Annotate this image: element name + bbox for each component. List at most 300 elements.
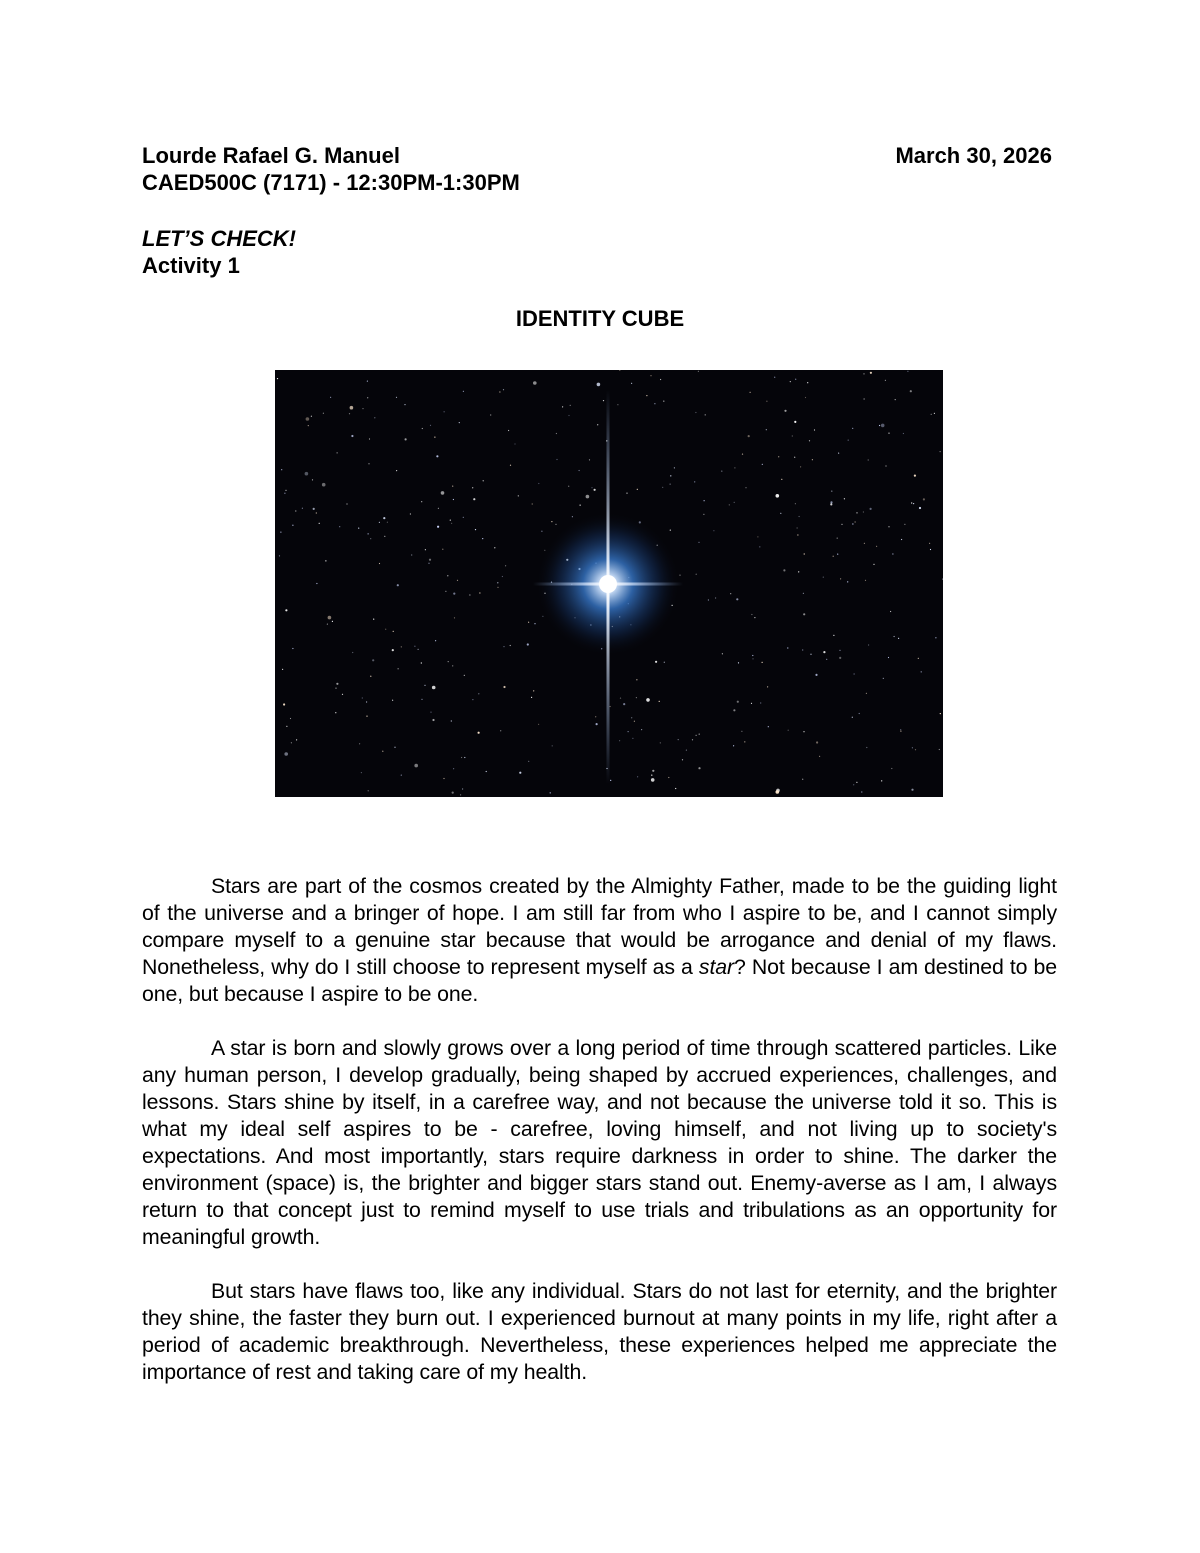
background-star	[362, 697, 363, 698]
background-star	[713, 530, 714, 531]
background-star	[929, 543, 930, 544]
background-star	[861, 791, 862, 792]
background-star	[914, 475, 916, 477]
background-star	[734, 467, 735, 468]
background-star	[738, 662, 739, 663]
background-star	[358, 528, 359, 529]
background-star	[349, 413, 350, 414]
background-star	[552, 745, 553, 746]
background-star	[404, 404, 405, 405]
background-star	[392, 649, 394, 651]
background-star	[695, 412, 696, 413]
background-star	[646, 698, 650, 702]
background-star	[660, 379, 661, 380]
background-star	[900, 731, 901, 732]
background-star	[528, 622, 529, 623]
background-star	[852, 428, 853, 429]
background-star	[379, 563, 380, 564]
background-star	[542, 616, 543, 617]
background-star	[795, 379, 796, 380]
background-star	[284, 752, 288, 756]
background-star	[831, 491, 832, 492]
background-star	[737, 701, 739, 703]
background-star	[464, 675, 465, 676]
background-star	[660, 742, 661, 743]
background-star	[839, 650, 840, 651]
background-star	[518, 495, 519, 496]
background-star	[911, 789, 913, 791]
background-star	[698, 371, 699, 372]
background-star	[795, 503, 796, 504]
background-star	[733, 709, 735, 711]
background-star	[532, 503, 533, 504]
background-star	[527, 643, 529, 645]
background-star	[528, 761, 529, 762]
background-star	[430, 425, 431, 426]
background-star	[478, 732, 480, 734]
background-star	[833, 635, 834, 636]
paragraph-1-emphasis: star	[698, 955, 734, 979]
background-star	[651, 778, 655, 782]
background-star	[809, 440, 810, 441]
background-star	[292, 525, 293, 526]
background-star	[783, 569, 785, 571]
background-star	[759, 546, 760, 547]
background-star	[451, 523, 452, 524]
background-star	[792, 435, 793, 436]
background-star	[610, 706, 611, 707]
background-star	[934, 413, 935, 414]
background-star	[483, 480, 484, 481]
background-star	[662, 487, 663, 488]
background-star	[510, 465, 511, 466]
background-star	[823, 577, 824, 578]
background-star	[900, 729, 901, 730]
background-star	[837, 554, 838, 555]
background-star	[734, 502, 735, 503]
background-star	[385, 629, 386, 630]
background-star	[935, 637, 936, 638]
background-star	[463, 391, 464, 392]
background-star	[904, 524, 905, 525]
background-star	[790, 381, 791, 382]
background-star	[637, 776, 638, 777]
background-star	[453, 768, 454, 769]
background-star	[414, 764, 418, 768]
background-star	[368, 533, 369, 534]
background-star	[311, 416, 312, 417]
background-star	[866, 693, 867, 694]
background-star	[754, 617, 755, 618]
background-star	[766, 401, 767, 402]
background-star	[579, 470, 580, 471]
background-star	[444, 411, 445, 412]
background-star	[472, 487, 473, 488]
background-star	[655, 661, 657, 663]
background-star	[776, 790, 780, 794]
background-star	[634, 721, 635, 722]
background-star	[852, 523, 853, 524]
background-star	[617, 404, 618, 405]
background-star	[332, 621, 333, 622]
background-star	[285, 609, 287, 611]
background-star	[883, 678, 884, 679]
background-star	[776, 494, 780, 498]
background-star	[572, 516, 573, 517]
background-star	[781, 479, 782, 480]
background-star	[328, 616, 332, 620]
background-star	[500, 730, 501, 731]
background-star	[696, 735, 697, 736]
background-star	[659, 701, 660, 702]
background-star	[421, 501, 422, 502]
background-star	[812, 459, 813, 460]
background-star	[436, 455, 438, 457]
background-star	[374, 417, 375, 418]
background-star	[430, 712, 431, 713]
background-star	[628, 731, 629, 732]
background-star	[589, 459, 590, 460]
background-star	[881, 780, 882, 781]
paragraph-1-text: Stars are part of the cosmos created by the Almighty Father, made to be the guiding light of the universe and a bringer of hope. I am still far from who I aspire to be, and I cannot simply compare myself to a genuine star because that would be arrogance and denial of my flaws. Nonetheless, why do I still choose to represent myself as a	[142, 874, 1057, 979]
background-star	[864, 398, 865, 399]
background-star	[873, 564, 874, 565]
background-star	[910, 390, 912, 392]
background-star	[844, 498, 845, 499]
background-star	[868, 459, 869, 460]
background-star	[881, 424, 885, 428]
background-star	[277, 378, 278, 379]
background-star	[636, 697, 637, 698]
background-star	[330, 397, 331, 398]
background-star	[913, 503, 914, 504]
background-star	[464, 757, 465, 758]
background-star	[940, 713, 941, 714]
background-star	[730, 593, 731, 594]
background-star	[888, 526, 889, 527]
background-star	[729, 504, 730, 505]
background-star	[631, 383, 632, 384]
background-star	[803, 731, 804, 732]
background-star	[686, 750, 687, 751]
background-star	[698, 542, 699, 543]
background-star	[748, 435, 750, 437]
background-star	[429, 559, 431, 561]
background-star	[610, 780, 611, 781]
background-star	[833, 556, 834, 557]
background-star	[631, 717, 632, 718]
background-star	[762, 464, 763, 465]
background-star	[823, 651, 825, 653]
background-star	[556, 433, 557, 434]
background-star	[339, 526, 340, 527]
background-star	[595, 716, 596, 717]
background-star	[368, 790, 369, 791]
background-star	[382, 751, 383, 752]
background-star	[803, 613, 805, 615]
background-star	[741, 731, 742, 732]
background-star	[762, 662, 763, 663]
background-star	[282, 669, 283, 670]
background-star	[550, 792, 551, 793]
background-star	[623, 703, 625, 705]
background-star	[651, 775, 652, 776]
background-star	[368, 463, 369, 464]
background-star	[325, 560, 326, 561]
background-star	[626, 493, 627, 494]
background-star	[721, 471, 722, 472]
background-star	[859, 713, 860, 714]
background-star	[757, 536, 758, 537]
background-star	[499, 391, 500, 392]
background-star	[372, 659, 374, 661]
background-star	[503, 646, 504, 647]
background-star	[698, 767, 700, 769]
background-star	[675, 788, 676, 789]
background-star	[863, 511, 864, 512]
background-star	[350, 406, 354, 410]
background-star	[921, 671, 922, 672]
background-star	[432, 686, 436, 690]
background-star	[396, 397, 397, 398]
background-star	[422, 428, 423, 429]
background-star	[452, 665, 453, 666]
background-star	[654, 403, 655, 404]
background-star	[692, 739, 693, 740]
background-star	[841, 524, 842, 525]
background-star	[463, 517, 464, 518]
background-star	[819, 756, 820, 757]
background-star	[533, 690, 534, 691]
background-star	[514, 443, 515, 444]
background-star	[351, 435, 353, 437]
background-star	[454, 617, 455, 618]
background-star	[837, 538, 838, 539]
background-star	[503, 686, 505, 688]
background-star	[895, 399, 896, 400]
background-star	[441, 491, 445, 495]
background-star	[445, 591, 446, 592]
activity-label: Activity 1	[142, 253, 240, 278]
background-star	[538, 483, 539, 484]
background-star	[425, 549, 426, 550]
background-star	[594, 489, 596, 491]
background-star	[767, 686, 768, 687]
background-star	[923, 498, 925, 500]
paragraph-1	[142, 873, 1057, 1008]
background-star	[840, 578, 841, 579]
background-star	[870, 508, 872, 510]
background-star	[802, 779, 803, 780]
background-star	[387, 522, 388, 523]
background-star	[863, 373, 864, 374]
background-star	[815, 674, 817, 676]
background-star	[435, 640, 436, 641]
background-star	[473, 498, 475, 500]
background-star	[453, 499, 454, 500]
background-star	[531, 697, 532, 698]
background-star	[919, 507, 921, 509]
background-star	[805, 397, 806, 398]
background-star	[876, 546, 877, 547]
background-star	[505, 565, 506, 566]
background-star	[778, 456, 779, 457]
background-star	[327, 624, 328, 625]
background-star	[432, 719, 434, 721]
background-star	[915, 749, 916, 750]
background-star	[856, 512, 857, 513]
background-star	[459, 422, 460, 423]
background-star	[291, 742, 292, 743]
background-star	[674, 467, 675, 468]
background-star	[366, 701, 367, 702]
background-star	[452, 486, 453, 487]
background-star	[704, 500, 705, 501]
background-star	[428, 563, 429, 564]
background-star	[930, 549, 931, 550]
background-star	[418, 649, 419, 650]
background-star	[497, 582, 498, 583]
background-star	[396, 470, 397, 471]
background-star	[367, 381, 368, 382]
background-star	[519, 772, 521, 774]
background-star	[847, 581, 848, 582]
background-star	[663, 401, 664, 402]
background-star	[839, 657, 841, 659]
background-star	[290, 718, 291, 719]
background-star	[337, 452, 338, 453]
background-star	[313, 508, 315, 510]
background-star	[352, 652, 353, 653]
background-star	[296, 739, 297, 740]
background-star	[424, 685, 425, 686]
background-star	[760, 702, 761, 703]
background-star	[342, 694, 343, 695]
background-star	[437, 526, 439, 528]
background-star	[794, 457, 795, 458]
background-star	[848, 440, 849, 441]
background-star	[814, 429, 815, 430]
background-star	[898, 638, 899, 639]
background-star	[752, 655, 753, 656]
background-star	[453, 593, 455, 595]
background-star	[570, 405, 571, 406]
background-star	[361, 772, 362, 773]
background-star	[478, 693, 479, 694]
background-star	[443, 778, 444, 779]
background-star	[715, 597, 716, 598]
background-star	[855, 521, 856, 522]
background-star	[774, 377, 775, 378]
background-star	[414, 646, 415, 647]
background-star	[438, 508, 439, 509]
background-star	[619, 740, 620, 741]
background-star	[580, 505, 581, 506]
background-star	[892, 553, 893, 554]
background-star	[670, 475, 671, 476]
background-star	[555, 524, 556, 525]
background-star	[359, 743, 360, 744]
background-star	[940, 451, 941, 452]
background-star	[452, 792, 454, 794]
background-star	[907, 371, 908, 372]
background-star	[362, 408, 363, 409]
background-star	[405, 438, 407, 440]
background-star	[421, 662, 422, 663]
background-star	[486, 771, 487, 772]
background-star	[637, 489, 638, 490]
background-star	[802, 649, 803, 650]
background-star	[323, 413, 324, 414]
background-star	[699, 734, 700, 735]
background-star	[745, 487, 746, 488]
background-star	[826, 659, 827, 660]
background-star	[838, 453, 839, 454]
background-star	[421, 699, 422, 700]
background-star	[281, 469, 282, 470]
background-star	[751, 703, 752, 704]
background-star	[890, 611, 891, 612]
background-star	[852, 717, 853, 718]
background-star	[394, 747, 395, 748]
background-star	[646, 395, 647, 396]
background-star	[305, 472, 309, 476]
background-star	[800, 466, 801, 467]
background-star	[894, 636, 895, 637]
background-star	[853, 784, 854, 785]
background-star	[541, 531, 542, 532]
background-star	[346, 503, 347, 504]
background-star	[306, 417, 310, 421]
background-star	[799, 516, 800, 517]
background-star	[286, 726, 287, 727]
background-star	[556, 459, 557, 460]
background-star	[392, 700, 393, 701]
background-star	[679, 575, 680, 576]
background-star	[508, 430, 509, 431]
background-star	[703, 514, 704, 515]
background-star	[678, 739, 679, 740]
background-star	[283, 703, 285, 705]
background-star	[279, 555, 280, 556]
background-star	[280, 532, 281, 533]
background-star	[891, 768, 892, 769]
background-star	[912, 747, 913, 748]
background-star	[870, 372, 872, 374]
background-star	[462, 788, 463, 789]
section-label: LET’S CHECK!	[142, 226, 296, 251]
background-star	[494, 547, 495, 548]
background-star	[810, 654, 811, 655]
background-star	[472, 699, 473, 700]
background-star	[533, 381, 537, 385]
background-star	[510, 645, 511, 646]
background-star	[603, 400, 604, 401]
background-star	[865, 580, 866, 581]
background-star	[694, 481, 695, 482]
background-star	[664, 662, 665, 663]
background-star	[308, 425, 309, 426]
background-star	[903, 433, 904, 434]
background-star	[551, 521, 552, 522]
course-line: CAED500C (7171) - 12:30PM-1:30PM	[142, 170, 520, 195]
background-star	[393, 631, 394, 632]
background-star	[469, 594, 470, 595]
background-star	[369, 438, 370, 439]
background-star	[788, 730, 789, 731]
background-star	[911, 502, 912, 503]
background-star	[797, 527, 798, 528]
